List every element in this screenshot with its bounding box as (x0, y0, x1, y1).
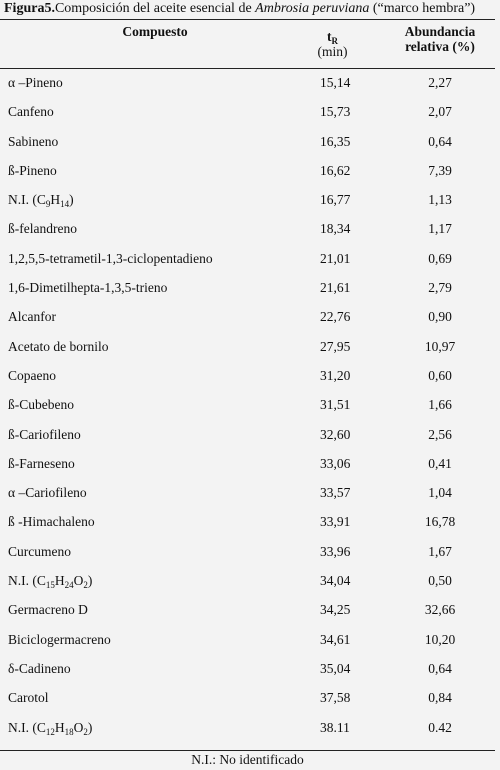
table-row (0, 245, 495, 274)
relative-abundance: 0,64 (428, 133, 452, 149)
header-tr-unit: (min) (317, 44, 348, 59)
relative-abundance: 0.42 (428, 719, 452, 735)
caption-common-name: (“marco hembra”) (369, 1, 476, 16)
retention-time: 16,35 (320, 133, 351, 149)
compound-name: Carotol (8, 690, 49, 706)
retention-time: 34,04 (320, 573, 351, 589)
retention-time: 38.11 (320, 719, 350, 735)
compound-name: Acetato de bornilo (8, 338, 109, 354)
relative-abundance: 0,84 (428, 690, 452, 706)
table-caption (4, 1, 500, 17)
compound-name: 1,2,5,5-tetrametil-1,3-ciclopentadieno (8, 250, 213, 266)
table-row (0, 567, 495, 596)
compound-name: N.I. $(C_9H_{14})$ (8, 192, 74, 210)
table-row (0, 684, 495, 713)
table-row (0, 479, 495, 508)
retention-time: 33,06 (320, 455, 351, 471)
compound-name: α –Cariofileno (8, 485, 87, 501)
bottom-rule (0, 750, 495, 751)
retention-time: 22,76 (320, 309, 351, 325)
compound-name: Alcanfor (8, 309, 56, 325)
header-tr-symbol: $t_R$ (327, 29, 338, 46)
relative-abundance: 1,67 (428, 543, 452, 559)
compound-name: N.I. $(C_{12}H_{18}O_2)$ (8, 719, 93, 737)
header-compound: Compuesto (122, 24, 188, 39)
header-retention-time (300, 29, 365, 59)
relative-abundance: 10,20 (424, 631, 456, 647)
header-abundance (385, 24, 495, 54)
relative-abundance: 1,04 (428, 485, 452, 501)
compound-name: ß-felandreno (8, 221, 77, 237)
footnote: N.I.: No identificado (191, 752, 304, 767)
table-body (0, 69, 495, 743)
relative-abundance: 7,39 (428, 162, 452, 178)
table-row (0, 98, 495, 127)
table-row (0, 391, 495, 420)
table-row (0, 215, 495, 244)
relative-abundance: 2,56 (428, 426, 452, 442)
compound-name: ß-Cariofileno (8, 426, 81, 442)
relative-abundance: 2,27 (428, 75, 452, 90)
table-row (0, 157, 495, 186)
relative-abundance: 32,66 (424, 602, 456, 618)
retention-time: 33,96 (320, 543, 351, 559)
header-abundance-line1: Abundancia (404, 24, 476, 39)
retention-time: 21,01 (320, 250, 351, 266)
relative-abundance: 10,97 (424, 338, 456, 354)
retention-time: 34,25 (320, 602, 351, 618)
retention-time: 15,14 (320, 75, 351, 90)
table-row (0, 508, 495, 537)
caption-text: Composición del aceite esencial de (54, 1, 256, 16)
compound-name: Sabineno (8, 133, 59, 149)
caption-label: Figura5. (4, 1, 55, 16)
retention-time: 35,04 (320, 660, 351, 676)
retention-time: 27,95 (320, 338, 351, 354)
compound-name: Copaeno (8, 367, 56, 383)
table-row (0, 655, 495, 684)
retention-time: 34,61 (320, 631, 351, 647)
relative-abundance: 1,13 (428, 192, 452, 208)
header-tr-subscript: R (331, 36, 338, 46)
table-row (0, 362, 495, 391)
retention-time: 21,61 (320, 280, 351, 296)
compound-name: ß-Pineno (8, 162, 57, 178)
table-row (0, 128, 495, 157)
retention-time: 33,57 (320, 485, 351, 501)
retention-time: 15,73 (320, 104, 351, 120)
table-row (0, 626, 495, 655)
caption-species: Ambrosia peruviana (255, 1, 370, 16)
table-row (0, 333, 495, 362)
compound-name: Biciclogermacreno (8, 631, 111, 647)
compound-name: Curcumeno (8, 543, 71, 559)
relative-abundance: 0,90 (428, 309, 452, 325)
relative-abundance: 0,41 (428, 455, 452, 471)
table-row (0, 303, 495, 332)
compound-name: N.I. $(C_{15}H_{24}O_2)$ (8, 573, 93, 591)
relative-abundance: 2,07 (428, 104, 452, 120)
relative-abundance: 16,78 (424, 514, 456, 530)
table-row (0, 714, 495, 743)
table-row (0, 186, 495, 215)
top-rule (0, 19, 495, 20)
retention-time: 16,62 (320, 162, 351, 178)
compound-name: ß-Cubebeno (8, 397, 74, 413)
relative-abundance: 2,79 (428, 280, 452, 296)
compound-name: α –Pineno (8, 75, 63, 90)
table-row (0, 450, 495, 479)
table-row (0, 274, 495, 303)
relative-abundance: 0,50 (428, 573, 452, 589)
header-abundance-line2: relativa (%) (405, 39, 475, 54)
retention-time: 16,77 (320, 192, 351, 208)
compound-name: ß-Farneseno (8, 455, 75, 471)
retention-time: 37,58 (320, 690, 351, 706)
retention-time: 31,51 (320, 397, 351, 413)
relative-abundance: 1,66 (428, 397, 452, 413)
relative-abundance: 1,17 (428, 221, 452, 237)
compound-name: 1,6-Dimetilhepta-1,3,5-trieno (8, 280, 168, 296)
retention-time: 33,91 (320, 514, 351, 530)
retention-time: 32,60 (320, 426, 351, 442)
relative-abundance: 0,60 (428, 367, 452, 383)
compound-name: Canfeno (8, 104, 54, 120)
compound-name: ß -Himachaleno (8, 514, 95, 530)
compound-name: δ-Cadineno (8, 660, 71, 676)
table-row (0, 69, 495, 98)
table-row (0, 421, 495, 450)
compound-name: Germacreno D (8, 602, 88, 618)
relative-abundance: 0,64 (428, 660, 452, 676)
table-header (0, 21, 495, 67)
table-row (0, 596, 495, 625)
relative-abundance: 0,69 (428, 250, 452, 266)
table-row (0, 538, 495, 567)
retention-time: 31,20 (320, 367, 351, 383)
retention-time: 18,34 (320, 221, 351, 237)
